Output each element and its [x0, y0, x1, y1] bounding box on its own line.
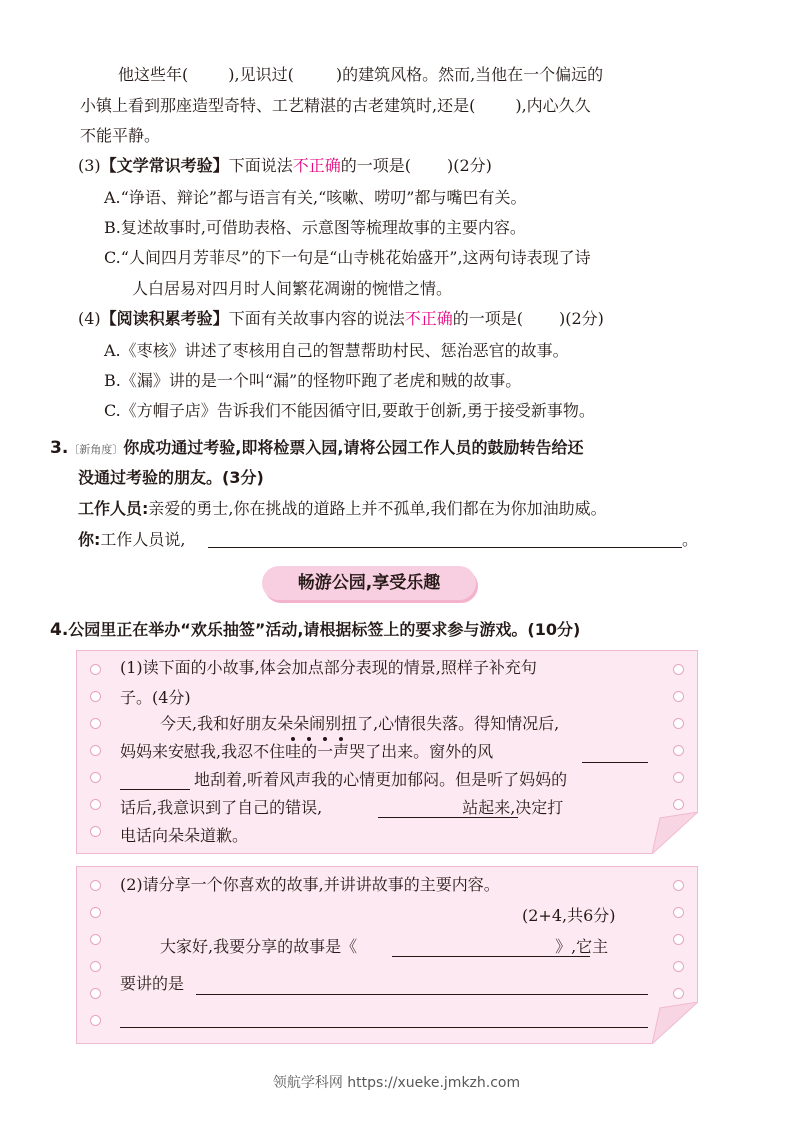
card2-line-4: 要讲的是 — [120, 974, 185, 993]
punch-hole — [90, 718, 101, 729]
punch-hole — [90, 934, 101, 945]
card2-score: (2+4,共6分) — [522, 906, 616, 925]
option-c-continued: 人白居易对四月时人间繁花凋谢的惋惜之情。 — [132, 279, 453, 298]
card2-line-1: (2)请分享一个你喜欢的故事,并讲讲故事的主要内容。 — [120, 875, 500, 894]
option-a[interactable]: A.《枣核》讲述了枣核用自己的智慧帮助村民、惩治恶官的故事。 — [104, 341, 569, 360]
emphasis-incorrect: 不正确 — [292, 156, 341, 175]
punch-hole — [90, 1015, 101, 1026]
card1-line-3: 今天,我和好朋友朵朵闹别扭了,心情很失落。得知情况后, — [160, 714, 560, 733]
story-title-blank[interactable] — [392, 956, 590, 957]
question-3-3-stem: (3)【文学常识考验】下面说法不正确的一项是( )(2分) — [78, 156, 492, 175]
option-b[interactable]: B.复述故事时,可借助表格、示意图等梳理故事的主要内容。 — [104, 218, 526, 237]
question-3-4-stem: (4)【阅读积累考验】下面有关故事内容的说法不正确的一项是( )(2分) — [78, 309, 604, 328]
answer-blank[interactable] — [208, 547, 682, 548]
question-number: 4. — [50, 620, 69, 640]
punch-hole — [673, 691, 684, 702]
footer-watermark: 领航学科网 https://xueke.jmkzh.com — [272, 1075, 521, 1091]
option-c[interactable]: C.“人间四月芳菲尽”的下一句是“山寺桃花始盛开”,这两句诗表现了诗 — [104, 248, 591, 267]
fill-blank-wind-2[interactable] — [120, 789, 190, 790]
punch-hole — [673, 799, 684, 810]
punch-hole — [90, 664, 101, 675]
option-b[interactable]: B.《漏》讲的是一个叫“漏”的怪物吓跑了老虎和贼的故事。 — [104, 371, 522, 390]
dotted-char: 的 — [301, 742, 318, 761]
section-banner: 畅游公园,享受乐趣 — [262, 566, 476, 600]
fill-blank-wind-1[interactable] — [582, 762, 648, 763]
option-a[interactable]: A.“诤语、辩论”都与语言有关,“咳嗽、唠叨”都与嘴巴有关。 — [104, 188, 527, 207]
card1-line-1: (1)读下面的小故事,体会加点部分表现的情景,照样子补充句 — [120, 658, 537, 677]
staff-line: 工作人员:亲爱的勇士,你在挑战的道路上并不孤单,我们都在为你加油助威。 — [78, 499, 607, 518]
punch-hole — [673, 772, 684, 783]
punch-hole — [90, 961, 101, 972]
punch-hole — [673, 934, 684, 945]
dotted-char: 声 — [333, 742, 350, 761]
punch-hole — [90, 691, 101, 702]
punch-hole — [90, 880, 101, 891]
punch-hole — [90, 988, 101, 999]
paragraph-line-3: 不能平静。 — [80, 126, 161, 145]
question-3-line-2: 没通过考验的朋友。(3分) — [78, 468, 264, 487]
tag-literature: 【文学常识考验】 — [100, 156, 229, 175]
summary-blank-2[interactable] — [120, 1027, 648, 1028]
card1-line-6: 话后,我意识到了自己的错误, 站起来,决定打 — [120, 798, 564, 817]
question-3-line-1: 3.〔新角度〕你成功通过考验,即将检票入园,请将公园工作人员的鼓励转告给还 — [50, 438, 584, 458]
paragraph-line-1: 他这些年( ),见识过( )的建筑风格。然而,当他在一个偏远的 — [118, 65, 604, 84]
punch-hole — [673, 718, 684, 729]
dotted-char: 哇 — [285, 742, 302, 761]
answer-end-period: 。 — [682, 530, 699, 549]
punch-hole — [673, 664, 684, 675]
punch-hole — [673, 907, 684, 918]
punch-hole — [90, 799, 101, 810]
folded-corner-icon — [652, 1002, 698, 1044]
option-c[interactable]: C.《方帽子店》告诉我们不能因循守旧,要敢于创新,勇于接受新事物。 — [104, 401, 595, 420]
card2-line-3: 大家好,我要分享的故事是《 》,它主 — [160, 937, 609, 956]
emphasis-incorrect: 不正确 — [404, 309, 453, 328]
card1-line-5: 地刮着,听着风声我的心情更加郁闷。但是听了妈妈的 — [194, 770, 568, 789]
paragraph-line-2: 小镇上看到那座造型奇特、工艺精湛的古老建筑时,还是( ),内心久久 — [80, 96, 591, 115]
question-4-stem: 4.公园里正在举办“欢乐抽签”活动,请根据标签上的要求参与游戏。(10分) — [50, 620, 581, 640]
tag-reading: 【阅读积累考验】 — [100, 309, 229, 328]
card1-line-4: 妈妈来安慰我,我忍不住哇的一声哭了出来。窗外的风 — [120, 742, 494, 761]
dotted-char: 一 — [317, 742, 334, 761]
punch-hole — [673, 961, 684, 972]
punch-hole — [90, 745, 101, 756]
folded-corner-icon — [652, 812, 698, 854]
punch-hole — [673, 988, 684, 999]
punch-hole — [90, 907, 101, 918]
punch-hole — [673, 745, 684, 756]
punch-hole — [90, 772, 101, 783]
card1-line-2: 子。(4分) — [120, 688, 191, 707]
question-number: 3. — [50, 438, 69, 458]
punch-hole — [673, 880, 684, 891]
card1-line-7: 电话向朵朵道歉。 — [120, 826, 249, 845]
fill-blank-stand[interactable] — [378, 817, 518, 818]
punch-hole — [90, 826, 101, 837]
summary-blank-1[interactable] — [196, 994, 648, 995]
new-angle-badge: 〔新角度〕 — [68, 443, 124, 456]
answer-line: 你:工作人员说, — [78, 530, 186, 549]
